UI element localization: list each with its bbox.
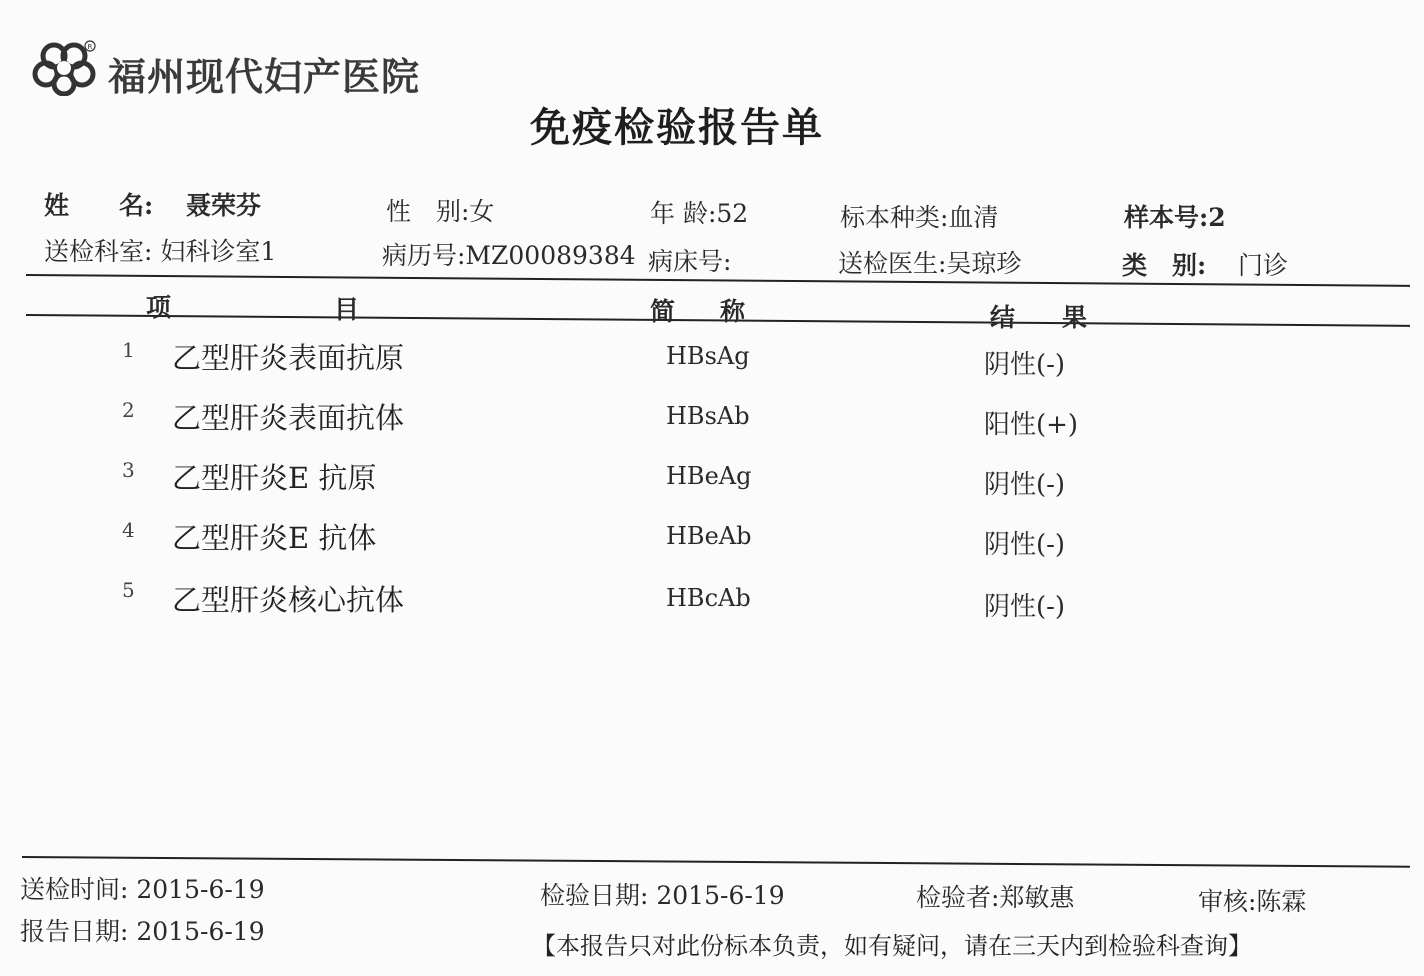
row-item: 乙型肝炎表面抗体 <box>172 401 405 435</box>
disclaimer-notice: 【本报告只对此份标本负责，如有疑问，请在三天内到检验科查询】 <box>532 932 1252 960</box>
gender: 性 别:女 <box>386 197 495 226</box>
send-time: 送检时间: 2015-6-19 <box>20 875 265 904</box>
reviewer: 审核:陈霖 <box>1198 887 1307 916</box>
row-abbr: HBsAb <box>666 402 750 430</box>
footer-rule <box>22 856 1410 868</box>
row-item: 乙型肝炎E 抗体 <box>172 521 377 555</box>
hospital-name: 福州现代妇产医院 <box>108 54 421 99</box>
row-result: 阴性(-) <box>984 530 1066 560</box>
hospital-logo-icon <box>32 40 96 96</box>
row-abbr: HBcAb <box>666 584 751 612</box>
row-number: 1 <box>122 338 135 362</box>
report-title: 免疫检验报告单 <box>530 104 824 151</box>
row-number: 2 <box>122 398 135 422</box>
patient-name: 聂荣芬 <box>186 191 262 220</box>
row-result: 阳性(+) <box>984 410 1079 440</box>
test-date: 检验日期: 2015-6-19 <box>540 881 785 910</box>
report-date: 报告日期: 2015-6-19 <box>20 917 265 946</box>
table-header-rule <box>26 314 1410 327</box>
row-item: 乙型肝炎核心抗体 <box>172 583 405 617</box>
row-result: 阴性(-) <box>984 592 1066 622</box>
sample-no: 样本号:2 <box>1124 203 1226 232</box>
age: 年 龄:52 <box>650 199 749 228</box>
category-label: 类 别: <box>1122 251 1207 280</box>
name-label: 姓 名: <box>44 191 154 220</box>
svg-text:R: R <box>87 43 93 51</box>
row-number: 5 <box>122 578 135 602</box>
col-header-result-2: 果 <box>1062 303 1088 332</box>
row-number: 3 <box>122 458 135 482</box>
col-header-abbr-2: 称 <box>720 297 746 326</box>
category: 门诊 <box>1238 251 1289 280</box>
row-item: 乙型肝炎表面抗原 <box>172 341 405 375</box>
specimen-type: 标本种类:血清 <box>840 203 999 232</box>
row-item: 乙型肝炎E 抗原 <box>172 461 377 495</box>
row-result: 阴性(-) <box>984 470 1066 500</box>
record-no: 病历号:MZ00089384 <box>382 241 636 270</box>
row-abbr: HBeAg <box>666 462 752 490</box>
col-header-item-1: 项 <box>146 293 172 322</box>
row-number: 4 <box>122 518 135 542</box>
bed-no: 病床号: <box>648 247 732 276</box>
col-header-result-1: 结 <box>990 303 1016 332</box>
col-header-abbr-1: 简 <box>650 297 676 326</box>
row-abbr: HBsAg <box>666 342 750 370</box>
dept: 送检科室: 妇科诊室1 <box>44 237 277 266</box>
col-header-item-2: 目 <box>334 295 360 324</box>
row-abbr: HBeAb <box>666 522 752 550</box>
row-result: 阴性(-) <box>984 350 1066 380</box>
doctor: 送检医生:吴琼珍 <box>838 249 1022 278</box>
tester: 检验者:郑敏惠 <box>916 883 1075 912</box>
